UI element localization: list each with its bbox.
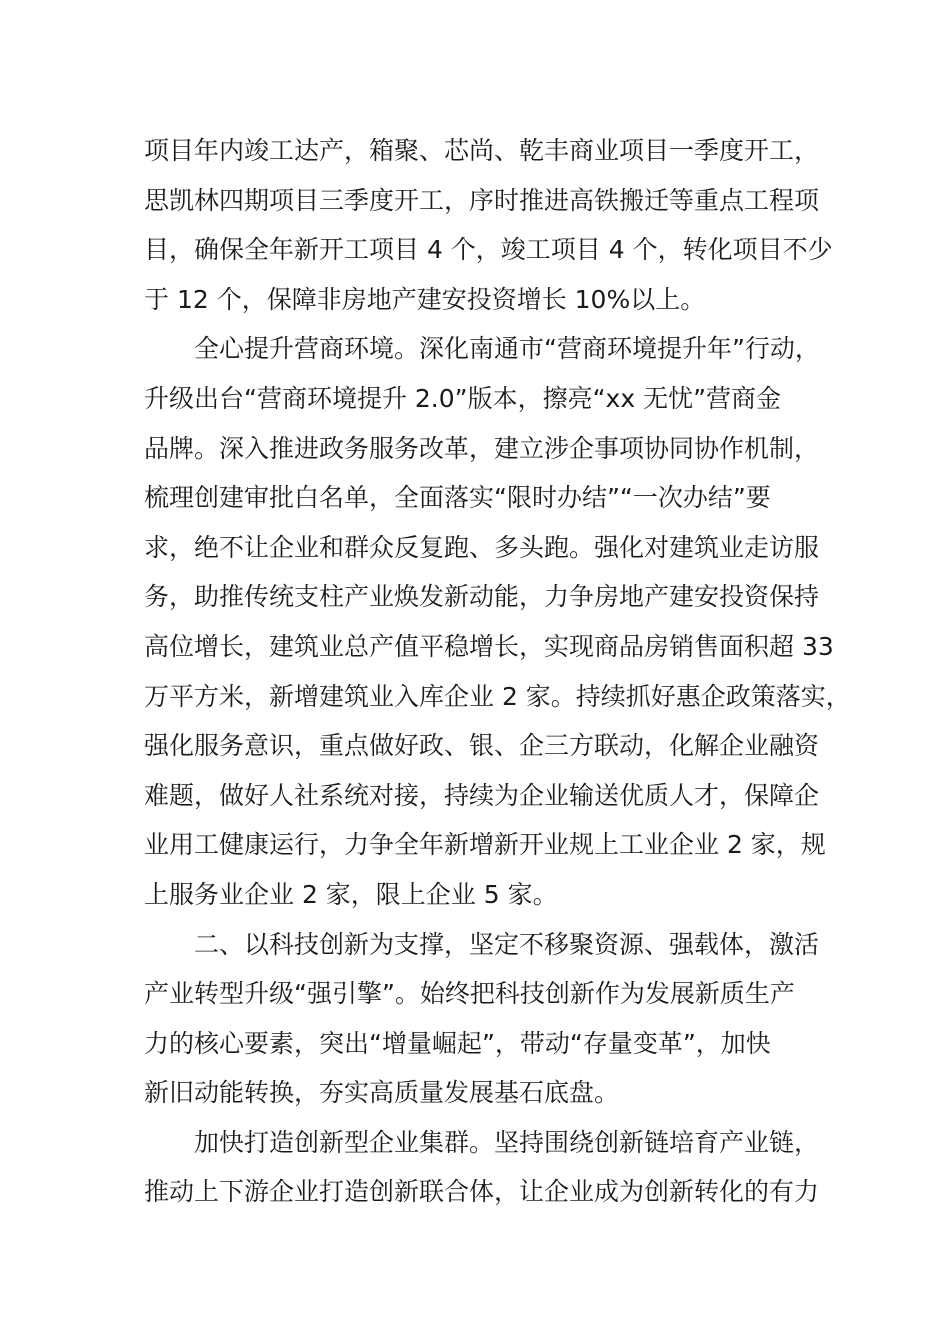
text-line: 上服务业企业 2 家，限上企业 5 家。 (144, 879, 558, 909)
text-line: 推动上下游企业打造创新联合体，让企业成为创新转化的有力 (144, 1177, 820, 1207)
text-line: 业用工健康运行，力争全年新增新开业规上工业企业 2 家，规 (144, 830, 826, 860)
text-line: 高位增长，建筑业总产值平稳增长，实现商品房销售面积超 33 (144, 631, 834, 661)
text-line: 思凯林四期项目三季度开工，序时推进高铁搬迁等重点工程项 (144, 185, 820, 215)
text-line: 力的核心要素，突出“增量崛起”，带动“存量变革”，加快 (144, 1028, 771, 1058)
text-line: 项目年内竣工达产，箱聚、芯尚、乾丰商业项目一季度开工， (144, 136, 820, 165)
text-line: 品牌。深入推进政务服务改革，建立涉企事项协同协作机制， (144, 433, 820, 463)
text-line: 新旧动能转换，夯实高质量发展基石底盘。 (144, 1078, 620, 1108)
paragraph-business-environment (144, 324, 851, 919)
text-line: 升级出台“营商环境提升 2.0”版本，擦亮“xx 无忧”营商金 (144, 383, 782, 413)
text-line: 于 12 个，保障非房地产建安投资增长 10%以上。 (144, 284, 706, 314)
text-line: 梳理创建审批白名单，全面落实“限时办结”“一次办结”要 (144, 483, 771, 513)
text-line: 加快打造创新型企业集群。坚持围绕创新链培育产业链， (194, 1127, 820, 1157)
document-body (144, 126, 851, 1217)
text-line: 求，绝不让企业和群众反复跑、多头跑。强化对建筑业走访服 (144, 532, 820, 562)
text-line: 难题，做好人社系统对接，持续为企业输送优质人才，保障企 (144, 780, 820, 810)
paragraph-project-progress (144, 126, 833, 324)
paragraph-tech-innovation (144, 920, 824, 1118)
text-line: 全心提升营商环境。深化南通市“营商环境提升年”行动， (194, 334, 820, 364)
text-line: 强化服务意识，重点做好政、银、企三方联动，化解企业融资 (144, 731, 820, 761)
text-line: 产业转型升级“强引擎”。始终把科技创新作为发展新质生产 (144, 979, 795, 1009)
paragraph-enterprise-cluster (144, 1118, 824, 1217)
text-line: 目，确保全年新开工项目 4 个，竣工项目 4 个，转化项目不少 (144, 235, 833, 265)
text-line: 务，助推传统支柱产业焕发新动能，力争房地产建安投资保持 (144, 582, 820, 612)
text-line: 万平方米，新增建筑业入库企业 2 家。持续抓好惠企政策落实， (144, 681, 851, 711)
section-heading-line: 二、以科技创新为支撑，坚定不移聚资源、强载体，激活 (194, 929, 820, 959)
